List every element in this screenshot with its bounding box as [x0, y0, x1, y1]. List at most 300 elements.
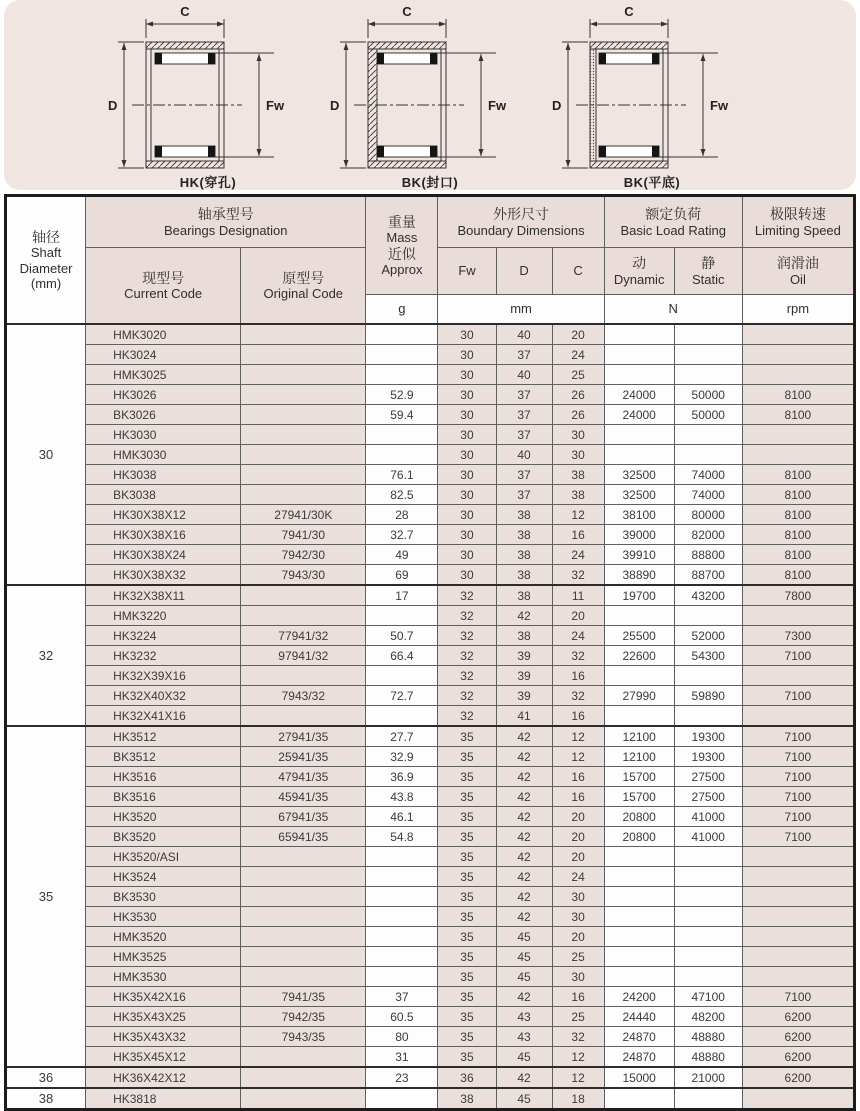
cell-c: 11 — [552, 585, 604, 606]
cell-original-code — [241, 927, 366, 947]
cell-d: 37 — [496, 385, 552, 405]
header-mass — [366, 196, 438, 295]
cell-static-load: 41000 — [674, 807, 742, 827]
shaft-diameter-cell: 35 — [6, 726, 86, 1067]
cell-dynamic-load — [604, 365, 674, 385]
cell-oil-speed: 6200 — [742, 1047, 854, 1068]
cell-static-load — [674, 425, 742, 445]
cell-current-code: HMK3520 — [86, 927, 241, 947]
cell-mass: 54.8 — [366, 827, 438, 847]
cell-d: 40 — [496, 445, 552, 465]
cell-dynamic-load — [604, 324, 674, 345]
cell-c: 30 — [552, 907, 604, 927]
cell-mass: 27.7 — [366, 726, 438, 747]
cell-original-code — [241, 405, 366, 425]
cell-original-code: 7942/35 — [241, 1007, 366, 1027]
cell-c: 18 — [552, 1088, 604, 1110]
table-row — [6, 1027, 855, 1047]
cell-fw: 32 — [438, 646, 496, 666]
cell-fw: 35 — [438, 907, 496, 927]
cell-fw: 35 — [438, 747, 496, 767]
cell-d: 42 — [496, 887, 552, 907]
cell-oil-speed: 7100 — [742, 807, 854, 827]
cell-oil-speed — [742, 606, 854, 626]
table-row — [6, 485, 855, 505]
cell-current-code: HK35X42X16 — [86, 987, 241, 1007]
table-row — [6, 787, 855, 807]
cell-original-code — [241, 485, 366, 505]
cell-c: 16 — [552, 767, 604, 787]
cell-oil-speed — [742, 967, 854, 987]
cell-mass — [366, 666, 438, 686]
table-row — [6, 686, 855, 706]
cell-static-load — [674, 927, 742, 947]
table-row — [6, 726, 855, 747]
cell-original-code — [241, 606, 366, 626]
table-row — [6, 505, 855, 525]
header-boundary-dimensions — [438, 196, 604, 248]
cell-current-code: HK36X42X12 — [86, 1067, 241, 1088]
cell-d: 40 — [496, 365, 552, 385]
cell-oil-speed: 6200 — [742, 1007, 854, 1027]
cell-fw: 35 — [438, 867, 496, 887]
bearing-cross-section-flat-icon — [550, 4, 754, 176]
cell-oil-speed: 8100 — [742, 405, 854, 425]
cell-original-code: 7943/35 — [241, 1027, 366, 1047]
cell-mass — [366, 967, 438, 987]
cell-oil-speed — [742, 666, 854, 686]
bearing-spec-table — [4, 194, 856, 1111]
cell-d: 39 — [496, 686, 552, 706]
cell-d: 42 — [496, 907, 552, 927]
cell-fw: 32 — [438, 706, 496, 727]
header-speed-en: Limiting Speed — [754, 222, 841, 238]
cell-mass: 50.7 — [366, 626, 438, 646]
cell-current-code: HK32X40X32 — [86, 686, 241, 706]
header-original-code — [241, 248, 366, 325]
cell-current-code: HMK3020 — [86, 324, 241, 345]
header-dynamic — [604, 248, 674, 295]
cell-original-code — [241, 385, 366, 405]
cell-original-code: 7942/30 — [241, 545, 366, 565]
cell-fw: 35 — [438, 726, 496, 747]
cell-oil-speed: 8100 — [742, 385, 854, 405]
cell-static-load: 41000 — [674, 827, 742, 847]
cell-d: 42 — [496, 747, 552, 767]
cell-current-code: HMK3530 — [86, 967, 241, 987]
cell-fw: 35 — [438, 767, 496, 787]
table-row — [6, 907, 855, 927]
cell-oil-speed — [742, 324, 854, 345]
table-wrap — [4, 194, 856, 1111]
header-current-code — [86, 248, 241, 325]
cell-current-code: HK3516 — [86, 767, 241, 787]
cell-fw: 30 — [438, 465, 496, 485]
header-fw: Fw — [438, 248, 496, 295]
header-limiting-speed — [742, 196, 854, 248]
cell-static-load: 48880 — [674, 1047, 742, 1068]
cell-d: 45 — [496, 947, 552, 967]
cell-c: 16 — [552, 787, 604, 807]
cell-current-code: HMK3030 — [86, 445, 241, 465]
header-current-en: Current Code — [124, 286, 203, 302]
table-row — [6, 867, 855, 887]
cell-fw: 35 — [438, 927, 496, 947]
cell-dynamic-load: 24440 — [604, 1007, 674, 1027]
cell-original-code: 45941/35 — [241, 787, 366, 807]
cell-fw: 30 — [438, 425, 496, 445]
cell-oil-speed — [742, 706, 854, 727]
cell-original-code — [241, 1047, 366, 1068]
cell-static-load: 50000 — [674, 405, 742, 425]
cell-static-load: 48880 — [674, 1027, 742, 1047]
cell-current-code: HK3520 — [86, 807, 241, 827]
cell-static-load — [674, 445, 742, 465]
cell-mass — [366, 947, 438, 967]
cell-c: 30 — [552, 887, 604, 907]
cell-oil-speed: 8100 — [742, 545, 854, 565]
cell-mass: 72.7 — [366, 686, 438, 706]
table-row — [6, 847, 855, 867]
diagram-label: HK(穿孔) — [179, 175, 237, 190]
cell-dynamic-load — [604, 706, 674, 727]
cell-c: 24 — [552, 626, 604, 646]
cell-original-code: 47941/35 — [241, 767, 366, 787]
table-row — [6, 525, 855, 545]
cell-dynamic-load: 12100 — [604, 726, 674, 747]
cell-current-code: HK3030 — [86, 425, 241, 445]
cell-fw: 35 — [438, 967, 496, 987]
cell-dynamic-load: 19700 — [604, 585, 674, 606]
cell-fw: 32 — [438, 666, 496, 686]
cell-original-code — [241, 425, 366, 445]
cell-mass: 28 — [366, 505, 438, 525]
cell-d: 38 — [496, 505, 552, 525]
cell-static-load — [674, 706, 742, 727]
cell-current-code: BK3512 — [86, 747, 241, 767]
svg-text:D: D — [552, 98, 562, 113]
cell-fw: 35 — [438, 1047, 496, 1068]
cell-current-code: HK35X43X25 — [86, 1007, 241, 1027]
table-row — [6, 706, 855, 727]
header-oil-en: Oil — [789, 271, 806, 287]
cell-dynamic-load — [604, 887, 674, 907]
cell-c: 12 — [552, 1047, 604, 1068]
cell-current-code: BK3520 — [86, 827, 241, 847]
svg-text:C: C — [624, 4, 634, 19]
cell-d: 42 — [496, 847, 552, 867]
cell-current-code: HK30X38X24 — [86, 545, 241, 565]
header-d: D — [496, 248, 552, 295]
table-row — [6, 947, 855, 967]
cell-dynamic-load: 20800 — [604, 807, 674, 827]
cell-mass — [366, 867, 438, 887]
cell-static-load: 43200 — [674, 585, 742, 606]
cell-oil-speed: 7100 — [742, 726, 854, 747]
cell-dynamic-load — [604, 345, 674, 365]
cell-static-load: 74000 — [674, 485, 742, 505]
cell-c: 16 — [552, 706, 604, 727]
table-row — [6, 385, 855, 405]
cell-static-load: 59890 — [674, 686, 742, 706]
cell-dynamic-load — [604, 927, 674, 947]
header-shaft-unit: (mm) — [30, 275, 62, 291]
cell-fw: 30 — [438, 445, 496, 465]
cell-current-code: HK3512 — [86, 726, 241, 747]
cell-static-load: 19300 — [674, 726, 742, 747]
cell-oil-speed — [742, 947, 854, 967]
cell-oil-speed: 8100 — [742, 465, 854, 485]
cell-c: 30 — [552, 425, 604, 445]
cell-static-load: 54300 — [674, 646, 742, 666]
cell-current-code: BK3516 — [86, 787, 241, 807]
cell-fw: 32 — [438, 626, 496, 646]
table-row — [6, 887, 855, 907]
header-c: C — [552, 248, 604, 295]
cell-mass — [366, 324, 438, 345]
cell-oil-speed — [742, 887, 854, 907]
cell-fw: 30 — [438, 545, 496, 565]
table-row — [6, 565, 855, 586]
cell-fw: 30 — [438, 324, 496, 345]
cell-current-code: HK30X38X16 — [86, 525, 241, 545]
cell-original-code — [241, 847, 366, 867]
cell-dynamic-load: 24870 — [604, 1047, 674, 1068]
cell-mass: 59.4 — [366, 405, 438, 425]
table-row — [6, 927, 855, 947]
cell-dynamic-load: 24000 — [604, 385, 674, 405]
cell-original-code: 7943/32 — [241, 686, 366, 706]
cell-fw: 35 — [438, 987, 496, 1007]
cell-original-code — [241, 465, 366, 485]
cell-mass: 32.7 — [366, 525, 438, 545]
cell-oil-speed: 8100 — [742, 525, 854, 545]
cell-current-code: HMK3025 — [86, 365, 241, 385]
cell-original-code: 27941/35 — [241, 726, 366, 747]
cell-dynamic-load: 20800 — [604, 827, 674, 847]
cell-original-code — [241, 345, 366, 365]
cell-dynamic-load: 15700 — [604, 767, 674, 787]
cell-static-load: 50000 — [674, 385, 742, 405]
cell-d: 42 — [496, 767, 552, 787]
cell-dynamic-load: 25500 — [604, 626, 674, 646]
cell-c: 32 — [552, 686, 604, 706]
cell-d: 45 — [496, 927, 552, 947]
cell-dynamic-load: 27990 — [604, 686, 674, 706]
cell-dynamic-load — [604, 967, 674, 987]
cell-c: 16 — [552, 987, 604, 1007]
header-shaft-diameter — [6, 196, 86, 325]
cell-d: 45 — [496, 1088, 552, 1110]
cell-dynamic-load: 24870 — [604, 1027, 674, 1047]
svg-text:Fw: Fw — [488, 98, 507, 113]
cell-original-code: 25941/35 — [241, 747, 366, 767]
cell-original-code: 65941/35 — [241, 827, 366, 847]
cell-fw: 35 — [438, 1027, 496, 1047]
cell-c: 16 — [552, 666, 604, 686]
cell-oil-speed — [742, 1088, 854, 1110]
unit-mass: g — [366, 295, 438, 325]
cell-dynamic-load — [604, 847, 674, 867]
cell-original-code — [241, 1067, 366, 1088]
cell-d: 42 — [496, 807, 552, 827]
cell-static-load: 47100 — [674, 987, 742, 1007]
cell-c: 30 — [552, 445, 604, 465]
cell-c: 12 — [552, 726, 604, 747]
cell-original-code: 27941/30K — [241, 505, 366, 525]
cell-mass: 52.9 — [366, 385, 438, 405]
cell-current-code: HK3024 — [86, 345, 241, 365]
cell-c: 20 — [552, 324, 604, 345]
cell-mass — [366, 606, 438, 626]
table-row — [6, 425, 855, 445]
cell-current-code: HK30X38X12 — [86, 505, 241, 525]
svg-text:Fw: Fw — [266, 98, 285, 113]
shaft-diameter-cell: 30 — [6, 324, 86, 585]
table-row — [6, 646, 855, 666]
header-approx-en: Approx — [381, 262, 423, 278]
diagram-hk-open — [106, 4, 310, 191]
cell-c: 32 — [552, 565, 604, 586]
diagram-bk-sealed — [328, 4, 532, 191]
cell-d: 43 — [496, 1027, 552, 1047]
cell-mass — [366, 887, 438, 907]
cell-c: 25 — [552, 1007, 604, 1027]
cell-fw: 32 — [438, 686, 496, 706]
cell-current-code: HK30X38X32 — [86, 565, 241, 586]
table-row — [6, 626, 855, 646]
cell-static-load — [674, 947, 742, 967]
cell-c: 24 — [552, 867, 604, 887]
cell-static-load — [674, 967, 742, 987]
cell-fw: 35 — [438, 807, 496, 827]
cell-d: 37 — [496, 425, 552, 445]
cell-d: 42 — [496, 987, 552, 1007]
header-shaft-zh: 轴径 — [32, 228, 61, 245]
cell-c: 25 — [552, 365, 604, 385]
table-row — [6, 967, 855, 987]
table-row — [6, 365, 855, 385]
cell-original-code — [241, 324, 366, 345]
cell-d: 45 — [496, 1047, 552, 1068]
cell-static-load — [674, 887, 742, 907]
cell-dynamic-load — [604, 445, 674, 465]
cell-mass — [366, 907, 438, 927]
cell-d: 42 — [496, 1067, 552, 1088]
cell-fw: 35 — [438, 887, 496, 907]
cell-dynamic-load: 38100 — [604, 505, 674, 525]
header-original-zh: 原型号 — [282, 269, 325, 286]
cell-oil-speed: 8100 — [742, 505, 854, 525]
cell-static-load — [674, 1088, 742, 1110]
cell-current-code: HMK3525 — [86, 947, 241, 967]
cell-c: 12 — [552, 747, 604, 767]
cell-d: 42 — [496, 787, 552, 807]
cell-mass — [366, 927, 438, 947]
cell-original-code: 67941/35 — [241, 807, 366, 827]
cell-dynamic-load — [604, 1088, 674, 1110]
cell-oil-speed: 7300 — [742, 626, 854, 646]
cell-c: 38 — [552, 485, 604, 505]
cell-static-load: 82000 — [674, 525, 742, 545]
cell-static-load: 74000 — [674, 465, 742, 485]
cell-fw: 32 — [438, 606, 496, 626]
cell-current-code: HK3026 — [86, 385, 241, 405]
cell-static-load — [674, 345, 742, 365]
cell-static-load — [674, 847, 742, 867]
cell-d: 37 — [496, 405, 552, 425]
cell-fw: 35 — [438, 1007, 496, 1027]
cell-d: 41 — [496, 706, 552, 727]
cell-c: 24 — [552, 345, 604, 365]
unit-load: N — [604, 295, 742, 325]
bearing-diagrams-panel — [4, 0, 856, 190]
svg-text:D: D — [108, 98, 118, 113]
cell-current-code: BK3530 — [86, 887, 241, 907]
cell-mass: 60.5 — [366, 1007, 438, 1027]
bearing-cross-section-open-icon — [106, 4, 310, 176]
cell-dynamic-load — [604, 425, 674, 445]
cell-d: 42 — [496, 726, 552, 747]
cell-fw: 35 — [438, 847, 496, 867]
cell-static-load: 19300 — [674, 747, 742, 767]
cell-c: 20 — [552, 807, 604, 827]
cell-original-code: 7943/30 — [241, 565, 366, 586]
table-row — [6, 827, 855, 847]
header-static — [674, 248, 742, 295]
cell-c: 25 — [552, 947, 604, 967]
cell-mass — [366, 365, 438, 385]
table-row — [6, 465, 855, 485]
cell-current-code: HMK3220 — [86, 606, 241, 626]
cell-oil-speed: 7100 — [742, 747, 854, 767]
cell-d: 45 — [496, 967, 552, 987]
cell-original-code — [241, 907, 366, 927]
shaft-diameter-cell: 38 — [6, 1088, 86, 1110]
cell-fw: 35 — [438, 787, 496, 807]
cell-dynamic-load: 12100 — [604, 747, 674, 767]
cell-mass — [366, 706, 438, 727]
table-row — [6, 324, 855, 345]
svg-text:C: C — [402, 4, 412, 19]
cell-dynamic-load — [604, 947, 674, 967]
cell-original-code — [241, 947, 366, 967]
cell-c: 20 — [552, 847, 604, 867]
cell-mass: 43.8 — [366, 787, 438, 807]
table-row — [6, 1047, 855, 1068]
cell-c: 32 — [552, 646, 604, 666]
header-shaft-en2: Diameter — [19, 260, 73, 276]
cell-oil-speed — [742, 907, 854, 927]
cell-oil-speed: 7100 — [742, 787, 854, 807]
cell-oil-speed — [742, 365, 854, 385]
table-row — [6, 345, 855, 365]
cell-d: 37 — [496, 465, 552, 485]
cell-current-code: HK3232 — [86, 646, 241, 666]
cell-fw: 35 — [438, 827, 496, 847]
cell-oil-speed — [742, 927, 854, 947]
cell-mass: 49 — [366, 545, 438, 565]
cell-static-load — [674, 867, 742, 887]
cell-static-load — [674, 324, 742, 345]
cell-original-code: 7941/35 — [241, 987, 366, 1007]
cell-mass: 76.1 — [366, 465, 438, 485]
cell-mass: 31 — [366, 1047, 438, 1068]
cell-oil-speed — [742, 445, 854, 465]
cell-c: 24 — [552, 545, 604, 565]
cell-fw: 30 — [438, 505, 496, 525]
cell-dynamic-load — [604, 666, 674, 686]
